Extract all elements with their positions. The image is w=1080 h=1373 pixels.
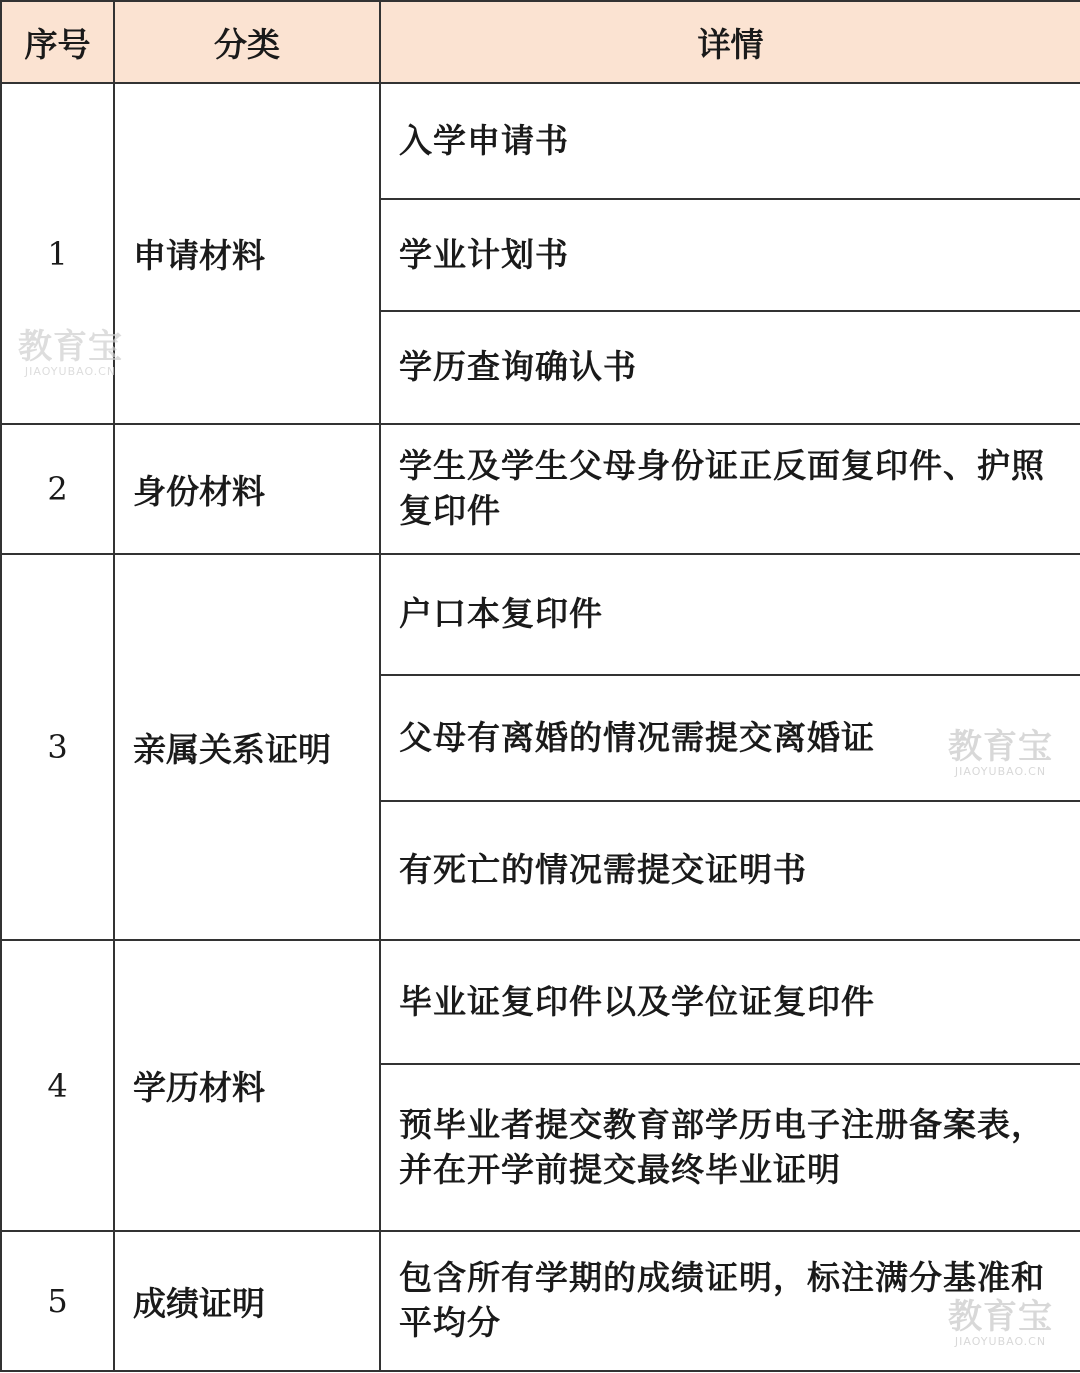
detail-cell: 学生及学生父母身份证正反面复印件、护照复印件 [380,424,1080,554]
row-category: 学历材料 [114,940,380,1231]
watermark-brand: 教育宝 [948,727,1053,767]
row-category: 身份材料 [114,424,380,554]
header-no: 序号 [1,1,114,83]
row-number: 4 [1,940,114,1231]
table-row [1,1231,1080,1371]
detail-cell: 入学申请书 [380,83,1080,199]
watermark-domain: JIAOYUBAO.CN [954,765,1047,778]
row-number: 5 [1,1231,114,1371]
watermark-domain: JIAOYUBAO.CN [24,365,117,378]
detail-cell: 父母有离婚的情况需提交离婚证 [380,675,1080,801]
detail-cell: 学历查询确认书 [380,311,1080,424]
watermark-brand: 教育宝 [948,1297,1053,1337]
row-category: 申请材料 [114,83,380,424]
header-category: 分类 [114,1,380,83]
table-row [1,83,1080,199]
row-number: 3 [1,554,114,940]
table-row [1,424,1080,554]
row-number: 1 [1,83,114,424]
detail-cell: 包含所有学期的成绩证明，标注满分基准和平均分 [380,1231,1080,1371]
detail-cell: 户口本复印件 [380,554,1080,675]
header-row [1,1,1080,83]
watermark-brand: 教育宝 [18,327,123,367]
row-number: 2 [1,424,114,554]
row-category: 亲属关系证明 [114,554,380,940]
detail-cell: 预毕业者提交教育部学历电子注册备案表，并在开学前提交最终毕业证明 [380,1064,1080,1231]
watermark-domain: JIAOYUBAO.CN [954,1335,1047,1348]
header-detail: 详情 [380,1,1080,83]
row-category: 成绩证明 [114,1231,380,1371]
table-row [1,554,1080,675]
detail-cell: 毕业证复印件以及学位证复印件 [380,940,1080,1064]
detail-cell: 学业计划书 [380,199,1080,311]
detail-cell: 有死亡的情况需提交证明书 [380,801,1080,940]
table-row [1,940,1080,1064]
